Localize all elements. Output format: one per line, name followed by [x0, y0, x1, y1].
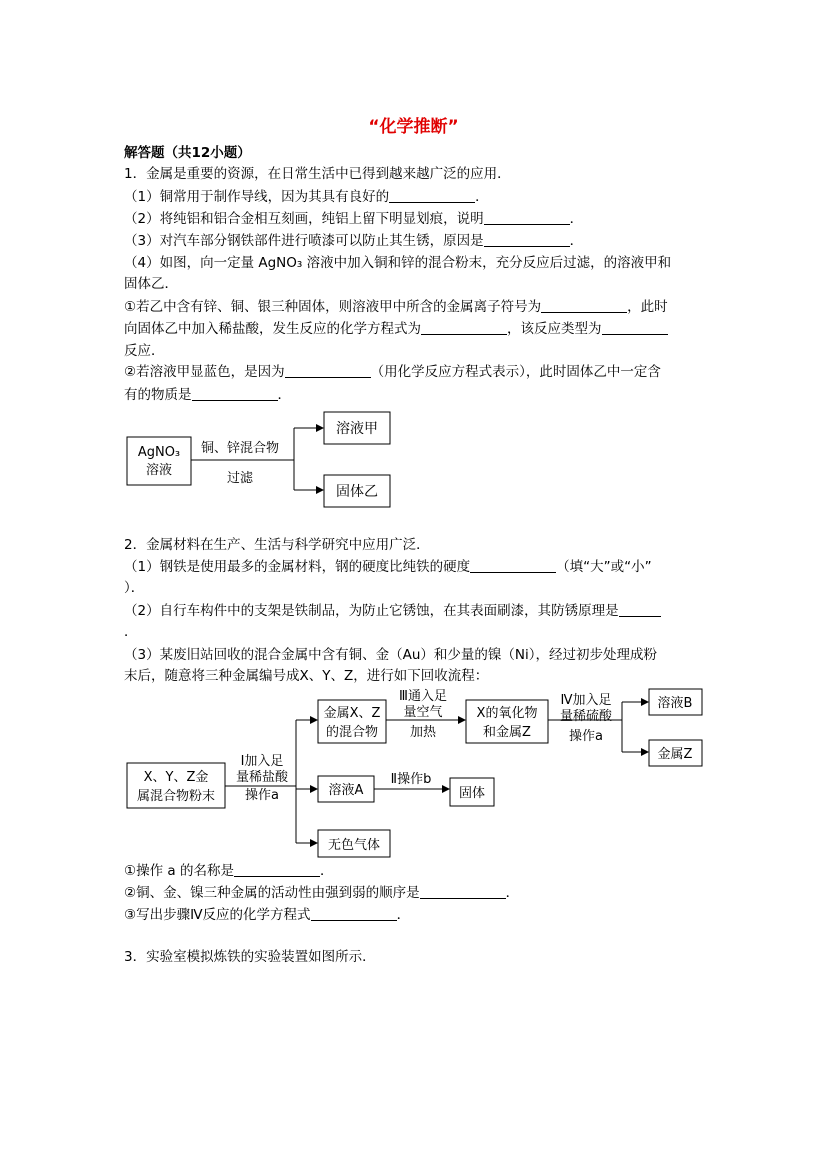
q2-stem: 2．金属材料在生产、生活与科学研究中应用广泛． — [124, 537, 430, 553]
start-label-1: AgNO₃ — [137, 445, 181, 460]
metal-xz-label-1: 金属X、Z — [323, 706, 381, 721]
step1-label-2: 量稀盐酸 — [235, 770, 289, 785]
q1-part1: （1）铜常用于制作导线，因为其具有良好的 ． — [124, 189, 489, 205]
q1-part3: （3）对汽车部分钢铁部件进行喷漆可以防止其生锈，原因是 ． — [124, 233, 584, 249]
mixture-label-1: X、Y、Z金 — [143, 770, 209, 785]
step2-label: Ⅱ操作b — [390, 772, 432, 787]
oxide-label-1: X的氧化物 — [476, 706, 538, 721]
solution-jia-label: 溶液甲 — [336, 421, 378, 437]
q2-sub2: ②铜、金、镍三种金属的活动性由强到弱的顺序是 ． — [124, 885, 520, 901]
solution-b-label: 溶液B — [657, 696, 693, 711]
mixture-label-2: 属混合物粉末 — [136, 789, 216, 804]
step4-label-1: Ⅳ加入足 — [560, 693, 612, 708]
q2-sub3: ③写出步骤Ⅳ反应的化学方程式 ． — [124, 907, 411, 923]
step3-label-1: Ⅲ通入足 — [399, 689, 447, 704]
arrow-label-top: 铜、锌混合物 — [200, 441, 280, 456]
q2-part2-close: ． — [124, 624, 138, 640]
q1-part4-line2: 固体乙． — [124, 276, 178, 292]
q1-case1-line2: 向固体乙中加入稀盐酸，发生反应的化学方程式为 ，该反应类型为 — [124, 319, 668, 339]
q2-sub1: ①操作 a 的名称是 ． — [124, 863, 334, 879]
q1-case2-line2: 有的物质是 ． — [124, 387, 291, 403]
q1-part2: （2）将纯铝和铝合金相互刻画，纯铝上留下明显划痕，说明 ． — [124, 211, 584, 227]
q3-stem: 3．实验室模拟炼铁的实验装置如图所示． — [124, 949, 376, 965]
gas-label: 无色气体 — [327, 838, 381, 853]
q1-case1-line3: 反应． — [124, 343, 165, 359]
step1-label-1: Ⅰ加入足 — [240, 754, 284, 769]
oxide-label-2: 和金属Z — [483, 725, 531, 740]
arrow-label-bottom: 过滤 — [226, 471, 254, 486]
step4-label-3: 操作a — [569, 729, 603, 744]
answer-blank[interactable] — [234, 862, 320, 877]
q1-part4-line1: （4）如图，向一定量 AgNO₃ 溶液中加入铜和锌的混合粉末，充分反应后过滤，的溶液甲和 — [124, 255, 672, 271]
q1-case2-line1: ②若溶液甲显蓝色，是因为 （用化学反应方程式表示），此时固体乙中一定含 — [124, 364, 661, 380]
answer-blank[interactable] — [420, 884, 506, 899]
q2-part1-close: ）． — [124, 580, 145, 596]
metal-z-label: 金属Z — [657, 747, 693, 762]
step4-label-2: 量稀硫酸 — [559, 709, 613, 724]
answer-blank[interactable] — [311, 906, 397, 921]
q2-part1: （1）钢铁是使用最多的金属材料，钢的硬度比纯铁的硬度 （填“大”或“小” — [124, 559, 652, 575]
solid-yi-label: 固体乙 — [336, 484, 378, 500]
solid-label: 固体 — [458, 786, 486, 801]
solution-a-label: 溶液A — [328, 783, 364, 798]
q1-case1-line1: ①若乙中含有锌、铜、银三种固体，则溶液甲中所含的金属离子符号为 ，此时 — [124, 299, 668, 315]
page-title: “化学推断” — [368, 117, 459, 137]
q2-part3-line1: （3）某废旧站回收的混合金属中含有铜、金（Au）和少量的镍（Ni），经过初步处理成粉 — [124, 647, 657, 663]
section-heading: 解答题（共12小题） — [124, 145, 251, 161]
metal-xz-label-2: 的混合物 — [325, 725, 379, 740]
step3-label-3: 加热 — [409, 725, 437, 740]
q2-part3-line2: 末后，随意将三种金属编号成X、Y、Z，进行如下回收流程： — [124, 668, 489, 684]
step3-label-2: 量空气 — [403, 705, 443, 720]
q2-part2: （2）自行车构件中的支架是铁制品，为防止它锈蚀，在其表面刷漆，其防锈原理是 — [124, 601, 661, 621]
q1-stem: 1．金属是重要的资源，在日常生活中已得到越来越广泛的应用． — [124, 166, 511, 182]
step1-label-3: 操作a — [245, 788, 279, 803]
start-label-2: 溶液 — [145, 463, 173, 478]
